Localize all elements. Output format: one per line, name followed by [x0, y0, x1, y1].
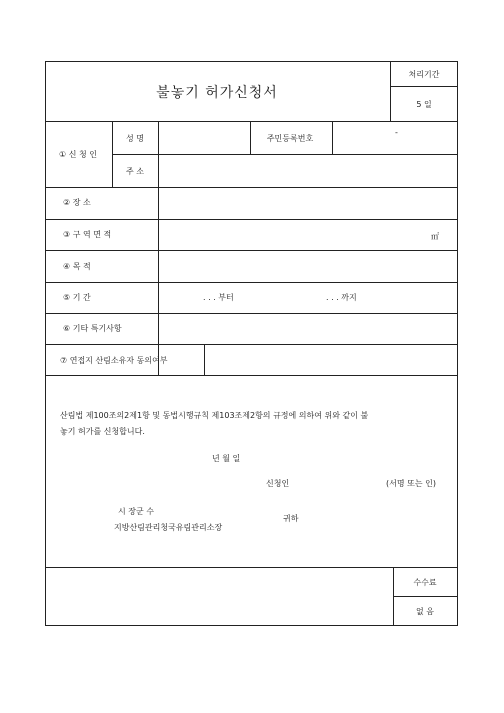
statement-line-2: 놓기 허가를 신청합니다.: [60, 427, 145, 436]
period-to: . . . 까지: [326, 293, 357, 302]
divider: [112, 154, 458, 155]
divider: [45, 375, 458, 376]
divider: [250, 121, 251, 154]
resident-number-dash: -: [395, 128, 398, 137]
recipient-line-2: 지방산림관리청국유림관리소장: [114, 523, 223, 532]
fee-value: 없 음: [416, 607, 434, 616]
place-label: ② 장 소: [63, 198, 91, 207]
divider: [45, 187, 458, 188]
divider: [45, 344, 458, 345]
statement-line-1: 산림법 제100조의2제1항 및 동법시행규칙 제103조제2항의 규정에 의하여 위와 같이 불: [60, 411, 369, 420]
divider: [45, 121, 458, 122]
name-label: 성 명: [126, 134, 144, 143]
applicant-section-label: ① 신 청 인: [59, 150, 97, 159]
divider: [332, 121, 333, 154]
processing-period-value: 5 일: [416, 100, 432, 109]
divider: [45, 250, 458, 251]
divider: [158, 121, 159, 375]
processing-period-label: 처리기간: [408, 70, 440, 79]
fee-label: 수수료: [413, 578, 437, 587]
adjacent-owner-consent-label: ⑦ 연접지 산림소유자 동의여부: [60, 356, 168, 365]
divider: [45, 282, 458, 283]
purpose-label: ④ 목 적: [63, 262, 91, 271]
divider: [390, 61, 391, 121]
other-notes-label: ⑥ 기타 특기사항: [63, 324, 122, 333]
area-unit: ㎡: [431, 232, 439, 241]
recipient-line-1: 시 장군 수: [118, 507, 154, 516]
divider: [45, 219, 458, 220]
period-from: . . . 부터: [203, 293, 234, 302]
resident-number-label: 주민등록번호: [266, 134, 314, 143]
period-label: ⑤ 기 간: [63, 293, 91, 302]
divider: [390, 86, 458, 87]
address-label: 주 소: [126, 167, 144, 176]
date-line: 년 월 일: [212, 454, 241, 463]
applicant-signature-label: 신청인: [266, 479, 290, 488]
divider: [204, 344, 205, 375]
signature-note: (서명 또는 인): [386, 479, 436, 488]
divider: [45, 313, 458, 314]
recipient-suffix: 귀하: [283, 514, 299, 523]
divider: [45, 567, 458, 568]
area-label: ③ 구 역 면 적: [63, 230, 112, 239]
divider: [393, 596, 458, 597]
form-title: 불놓기 허가신청서: [156, 85, 278, 101]
